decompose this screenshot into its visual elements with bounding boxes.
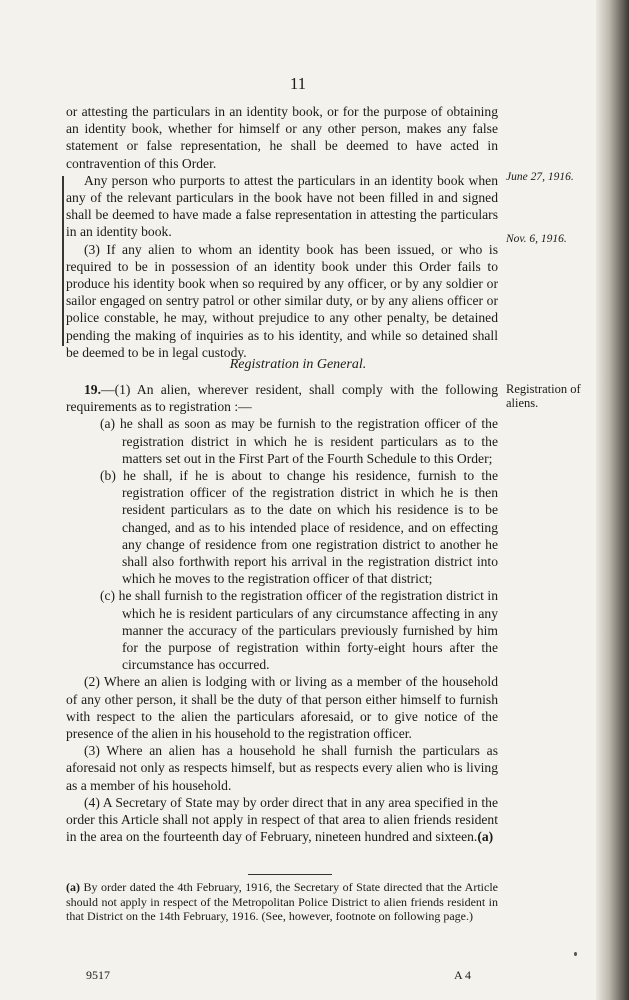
article-19-intro: —(1) An alien, wherever resident, shall comply with the following requirements as to registration :— <box>66 382 498 415</box>
item-a: (a) he shall as soon as may be furnish to the registration officer of the registration district in which he is resident particulars as to the matters set out in the First Part of the Fourth Schedule to this Order; <box>100 416 498 466</box>
item-b: (b) he shall, if he is about to change his residence, furnish to the registration officer of the registration district in which he is then resident particulars as to the date on which his residence is to be changed, and as to his intended place of residence, and on effecting any change of residence from one registration district to another he shall also forthwith report his arrival in the registration district into which he moves to the registration officer of that district; <box>100 468 498 587</box>
margin-date-june: June 27, 1916. <box>506 171 574 183</box>
article-19-block <box>66 381 498 845</box>
paragraph-continuation: or attesting the particulars in an identity book, or for the purpose of obtaining an identity book, whether for himself or any other person, makes any false statement or false representation, he shall be deemed to have acted in contravention of this Order. <box>66 104 498 171</box>
signature-mark: A 4 <box>454 968 472 982</box>
page-edge-shadow <box>596 0 629 1000</box>
page-speck <box>574 952 577 956</box>
margin-note-registration: Registration of aliens. <box>506 382 581 410</box>
top-text-block <box>66 103 498 361</box>
article-number: 19. <box>84 382 101 397</box>
footnote <box>66 880 498 924</box>
amendment-margin-bar <box>62 176 64 346</box>
footnote-rule <box>248 874 332 875</box>
subsection-4: (4) A Secretary of State may by order direct that in any area specified in the order this Article shall not apply in respect of that area to alien friends resident in the area on the fourteenth day of February, nineteen hundred and sixteen. <box>66 794 498 845</box>
print-code: 9517 <box>86 968 110 982</box>
paragraph-identity-detention: (3) If any alien to whom an identity book has been issued, or who is required to be in possession of an identity book under this Order fails to produce his identity book when so required by any officer, or by any soldier or sailor engaged on sentry patrol or other similar duty, or by any aliens officer or police constable, he may, without prejudice to any other penalty, be detained pending the making of inquiries as to his identity, and while so detained shall be deemed to be in legal custody. <box>66 241 498 360</box>
footnote-text: By order dated the 4th February, 1916, the Secretary of State directed that the Article should not apply in respect of the Metropolitan Police District to alien friends resident in that District on the 14th February, 1916. (See, however, footnote on following page.) <box>66 880 498 924</box>
section-heading: Registration in General. <box>229 357 367 372</box>
page-number: 11 <box>289 74 307 93</box>
margin-date-nov: Nov. 6, 1916. <box>506 233 567 245</box>
footnote-label: (a) <box>66 880 80 894</box>
subsection-2: (2) Where an alien is lodging with or living as a member of the household of any other person, it shall be the duty of that person either himself to furnish with respect to the alien the particulars aforesaid, or to give notice of the presence of the alien in his household to the registration officer. <box>66 674 498 742</box>
footnote-marker: (a) <box>477 829 494 845</box>
item-c: (c) he shall furnish to the registration officer of the registration district in which he is resident particulars of any circumstance affecting in any manner the accuracy of the particulars previously furnished by him for the purpose of registration within forty-eight hours after the circumstance has occurred. <box>100 588 498 673</box>
paragraph-false-attestation: Any person who purports to attest the particulars in an identity book when any of the relevant particulars in the book have not been filled in and signed shall be deemed to have made a false representation in attesting the particulars in an identity book. <box>66 172 498 240</box>
subsection-3: (3) Where an alien has a household he shall furnish the particulars as aforesaid not only as respects himself, but as respects every alien who is living as a member of his household. <box>66 743 498 793</box>
